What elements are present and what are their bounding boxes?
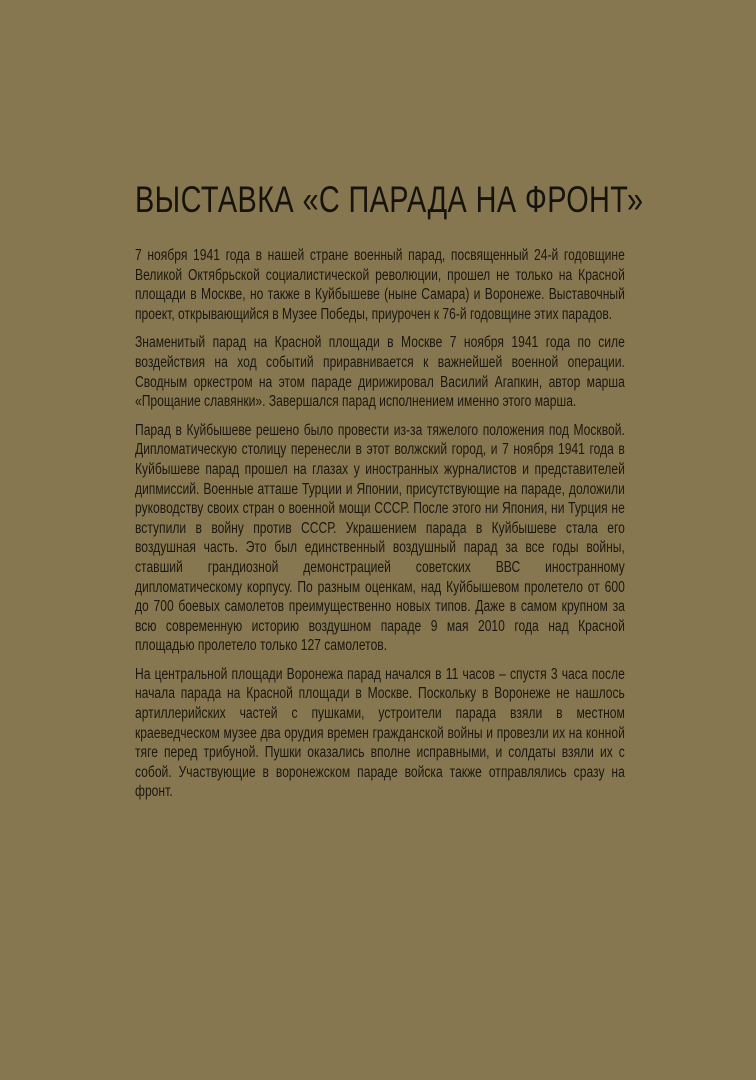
article-paragraph-3: Парад в Куйбышеве решено было провести из-за тяжелого положения под Москвой. Дипломатическую столицу перенесли в этот волжский город, и 7 ноября 1941 года в Куйбышеве парад прошел на глазах у иностранных журналистов и представителей дипмиссий. Военные атташе Турции и Японии, присутствующие на параде, доложили руководству своих стран о военной мощи СССР. После этого ни Япония, ни Турция не вступили в войну против СССР. Украшением парада в Куйбышеве стала его воздушная часть. Это был единственный воздушный парад за все годы войны, ставший грандиозной демонстрацией советских ВВС иностранному дипломатическому корпусу. По разным оценкам, над Куйбышевом пролетело от 600 до 700 боевых самолетов преимущественно новых типов. Даже в самом крупном за всю современную историю воздушном параде 9 мая 2010 года над Красной площадью пролетело только 127 самолетов.: [135, 421, 625, 655]
article-paragraph-1: 7 ноября 1941 года в нашей стране военный парад, посвященный 24-й годовщине Великой Октябрьской социалистической революции, прошел не только на Красной площади в Москве, но также в Куйбышеве (ныне Самара) и Воронеже. Выставочный проект, открывающийся в Музее Победы, приурочен к 76-й годовщине этих парадов.: [135, 247, 625, 323]
article-body: [135, 246, 625, 811]
article-paragraph-4: На центральной площади Воронежа парад начался в 11 часов – спустя 3 часа после начала парада на Красной площади в Москве. Поскольку в Воронеже не нашлось артиллерийских частей с пушками, устроители парада взяли в местном краеведческом музее два орудия времен гражданской войны и провезли их на конной тяге перед трибуной. Пушки оказались вполне исправными, и солдаты взяли их с собой. Участвующие в воронежском параде войска также отправлялись сразу на фронт.: [135, 665, 625, 801]
page-title: ВЫСТАВКА «С ПАРАДА НА ФРОНТ»: [135, 179, 644, 220]
article-paragraph-2: Знаменитый парад на Красной площади в Москве 7 ноября 1941 года по силе воздействия на ход событий приравнивается к важнейшей военной операции. Сводным оркестром на этом параде дирижировал Василий Агапкин, автор марша «Прощание славянки». Завершался парад исполнением именно этого марша.: [135, 334, 625, 411]
